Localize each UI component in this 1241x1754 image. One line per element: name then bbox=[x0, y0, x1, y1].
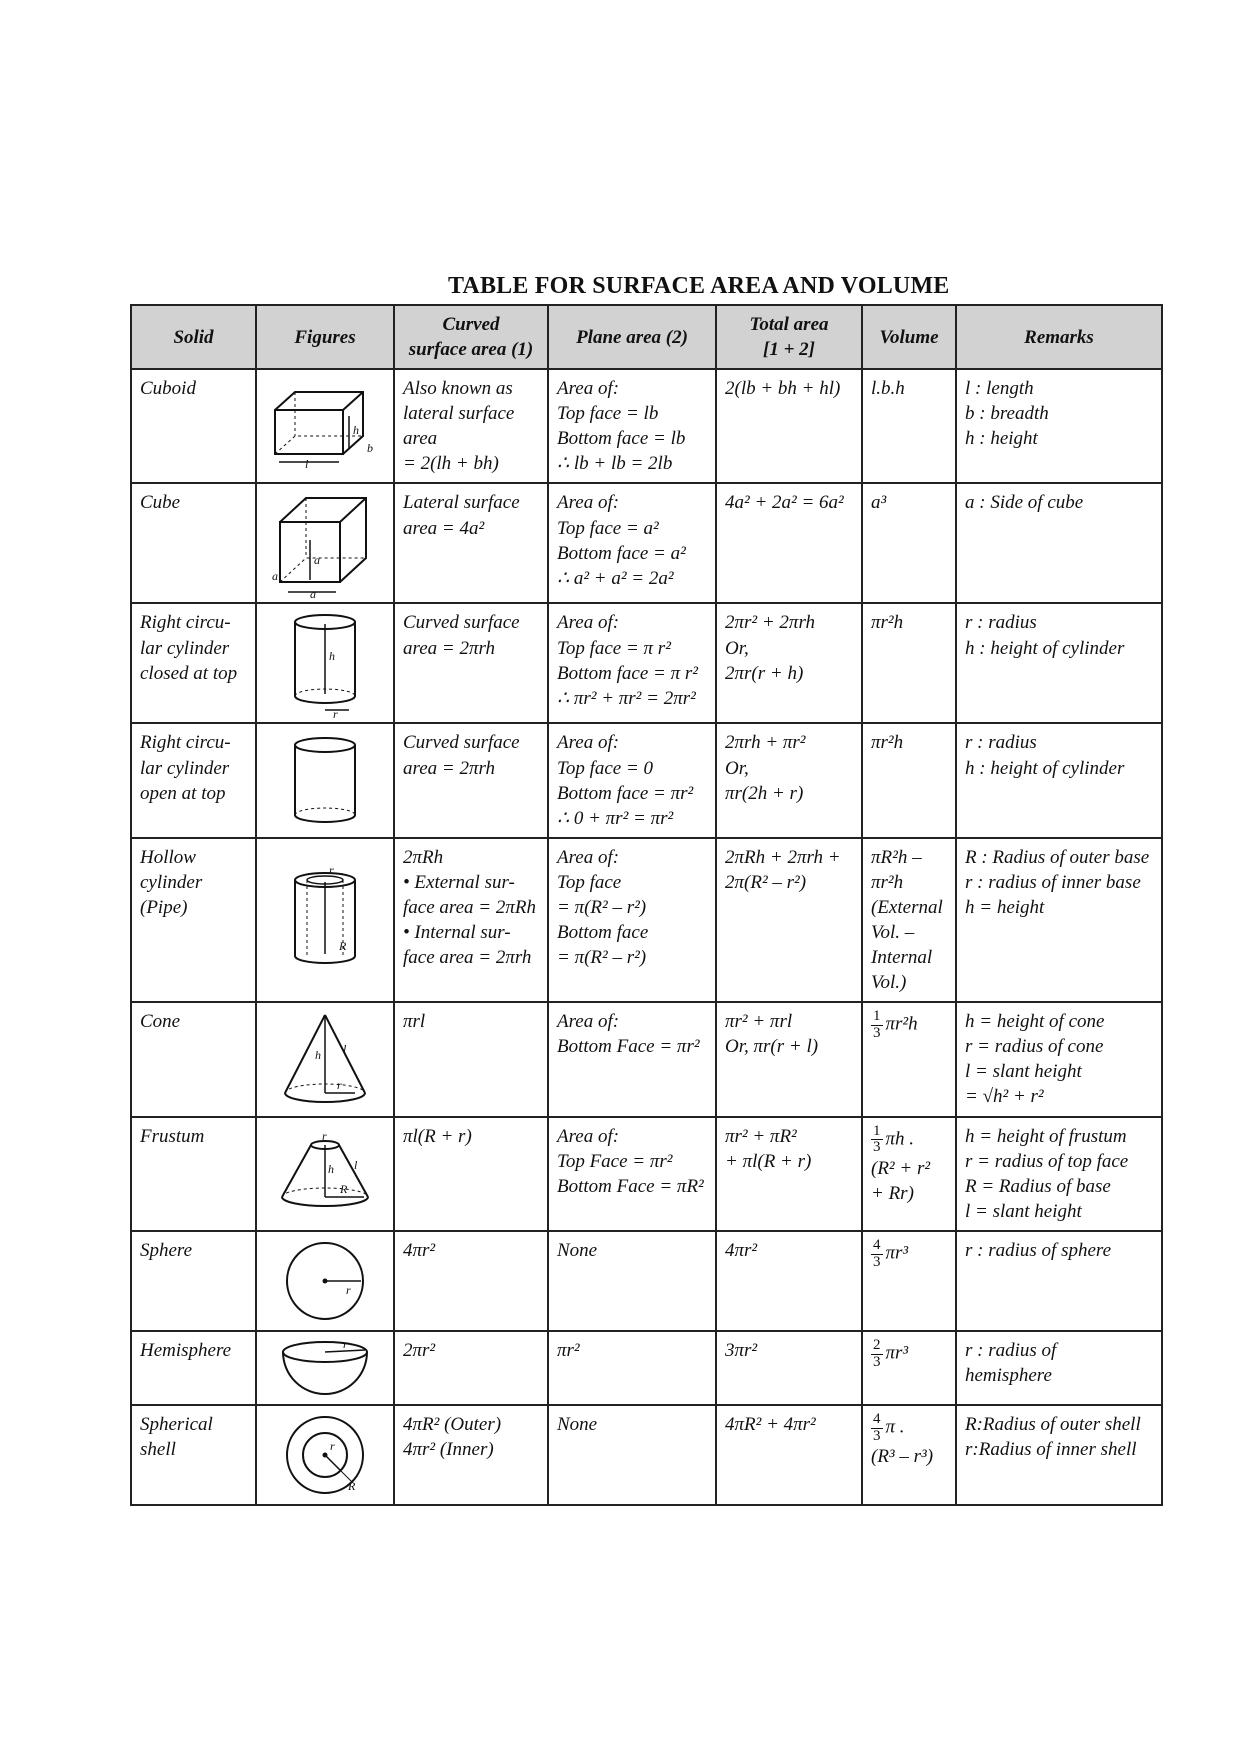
remark-line: r : radius of bbox=[965, 1339, 1057, 1361]
cell-volume bbox=[862, 483, 956, 603]
volume-formula bbox=[871, 1338, 947, 1371]
curved-line: 2πr² bbox=[403, 1339, 436, 1361]
cell-curved bbox=[394, 603, 548, 723]
svg-text:a: a bbox=[272, 569, 278, 584]
curved-line: face area = 2πrh bbox=[403, 947, 532, 969]
remark-line: h = height bbox=[965, 896, 1045, 918]
curved-line: 2πRh bbox=[403, 846, 444, 868]
total-line: 4a² + 2a² = 6a² bbox=[725, 492, 844, 514]
plane-line: None bbox=[557, 1239, 598, 1261]
svg-text:b: b bbox=[367, 441, 373, 456]
hollow-cylinder-figure bbox=[261, 864, 389, 976]
svg-text:h: h bbox=[328, 1161, 334, 1176]
cell-plane bbox=[548, 838, 716, 1002]
volume-fraction bbox=[871, 1338, 883, 1371]
solid-name: cylinder bbox=[140, 871, 203, 893]
svg-text:R: R bbox=[348, 1478, 356, 1493]
remark-line: r:Radius of inner shell bbox=[965, 1438, 1137, 1460]
solid-name: (Pipe) bbox=[140, 896, 188, 918]
plane-line: Bottom face = πr² bbox=[557, 782, 694, 804]
curved-line: • External sur- bbox=[403, 871, 515, 893]
curved-line: 4πr² bbox=[403, 1239, 436, 1261]
solid-name: Cube bbox=[140, 492, 181, 514]
solid-name: open at top bbox=[140, 782, 226, 804]
plane-line: Area of: bbox=[557, 378, 620, 400]
cell-figure bbox=[256, 603, 394, 723]
solid-name: Sphere bbox=[140, 1239, 193, 1261]
cell-solid bbox=[131, 1002, 256, 1116]
cell-solid bbox=[131, 483, 256, 603]
plane-line: Bottom face = π r² bbox=[557, 662, 698, 684]
volume-line: πR²h – bbox=[871, 846, 922, 868]
page-title: TABLE FOR SURFACE AREA AND VOLUME bbox=[448, 273, 950, 299]
cell-total bbox=[716, 1405, 862, 1505]
table-row bbox=[131, 483, 1162, 603]
volume-line: Vol. – bbox=[871, 922, 915, 944]
cell-total bbox=[716, 603, 862, 723]
svg-text:r: r bbox=[330, 1438, 335, 1453]
curved-line: Curved surface bbox=[403, 732, 520, 754]
volume-line: (R³ – r³) bbox=[871, 1446, 934, 1468]
cell-curved bbox=[394, 1002, 548, 1116]
svg-text:R: R bbox=[340, 1181, 348, 1196]
fraction-numerator: 4 bbox=[873, 1410, 881, 1427]
svg-text:l: l bbox=[305, 457, 309, 471]
curved-line: Also known as bbox=[403, 378, 513, 400]
solid-name: Spherical bbox=[140, 1413, 213, 1435]
svg-text:l: l bbox=[343, 1042, 347, 1057]
curved-line: Lateral surface bbox=[403, 492, 520, 514]
volume-formula bbox=[871, 1009, 947, 1042]
solid-name: Right circu- bbox=[140, 732, 231, 754]
plane-line: ∴ 0 + πr² = πr² bbox=[557, 807, 674, 829]
plane-line: Area of: bbox=[557, 732, 620, 754]
cell-remarks bbox=[956, 723, 1162, 837]
table-row bbox=[131, 838, 1162, 1002]
table-row bbox=[131, 1002, 1162, 1116]
total-line: πr(2h + r) bbox=[725, 782, 804, 804]
cell-volume bbox=[862, 1405, 956, 1505]
cell-figure bbox=[256, 1002, 394, 1116]
remark-line: hemisphere bbox=[965, 1364, 1052, 1386]
svg-text:r: r bbox=[333, 707, 338, 719]
cell-total bbox=[716, 723, 862, 837]
cell-figure bbox=[256, 1331, 394, 1405]
remark-line: l = slant height bbox=[965, 1200, 1082, 1222]
volume-line: πr²h bbox=[871, 732, 904, 754]
cell-solid bbox=[131, 603, 256, 723]
plane-line: Bottom face = a² bbox=[557, 542, 686, 564]
cell-plane bbox=[548, 483, 716, 603]
cell-plane bbox=[548, 1002, 716, 1116]
remark-line: r = radius of cone bbox=[965, 1036, 1104, 1058]
fraction-denominator: 3 bbox=[873, 1353, 881, 1370]
cell-solid bbox=[131, 369, 256, 483]
plane-line: Bottom Face = πR² bbox=[557, 1175, 704, 1197]
volume-line: Internal bbox=[871, 947, 933, 969]
plane-line: Area of: bbox=[557, 846, 620, 868]
volume-line: Vol.) bbox=[871, 972, 907, 994]
total-line: Or, πr(r + l) bbox=[725, 1036, 819, 1058]
volume-line: l.b.h bbox=[871, 378, 905, 400]
volume-expression: π . bbox=[885, 1416, 905, 1438]
cell-remarks bbox=[956, 1231, 1162, 1331]
header-figures: Figures bbox=[256, 305, 394, 369]
total-line: + πl(R + r) bbox=[725, 1150, 812, 1172]
volume-expression: πr³ bbox=[885, 1242, 909, 1264]
volume-line: + Rr) bbox=[871, 1183, 914, 1205]
plane-line: = π(R² – r²) bbox=[557, 896, 647, 918]
table-row bbox=[131, 1405, 1162, 1505]
remark-line: h : height of cylinder bbox=[965, 757, 1125, 779]
cell-curved bbox=[394, 483, 548, 603]
remark-line: b : breadth bbox=[965, 403, 1049, 425]
solid-name: shell bbox=[140, 1438, 176, 1460]
svg-text:r: r bbox=[343, 1336, 348, 1351]
header-curved-line: surface area (1) bbox=[408, 339, 534, 361]
plane-line: Bottom Face = πr² bbox=[557, 1036, 700, 1058]
plane-line: Top face = a² bbox=[557, 517, 659, 539]
cell-total bbox=[716, 1331, 862, 1405]
header-solid: Solid bbox=[131, 305, 256, 369]
volume-formula bbox=[871, 1238, 947, 1271]
fraction-numerator: 2 bbox=[873, 1336, 881, 1353]
curved-line: lateral surface bbox=[403, 403, 515, 425]
total-line: πr² + πR² bbox=[725, 1125, 797, 1147]
volume-line: (R² + r² bbox=[871, 1158, 931, 1180]
fraction-denominator: 3 bbox=[873, 1025, 881, 1041]
curved-line: 4πr² (Inner) bbox=[403, 1438, 494, 1460]
cell-figure bbox=[256, 1231, 394, 1331]
header-remarks: Remarks bbox=[956, 305, 1162, 369]
cell-volume bbox=[862, 603, 956, 723]
cell-figure bbox=[256, 483, 394, 603]
svg-text:R: R bbox=[339, 939, 347, 954]
header-curved bbox=[394, 305, 548, 369]
total-line: Or, bbox=[725, 757, 749, 779]
cell-curved bbox=[394, 1231, 548, 1331]
total-line: Or, bbox=[725, 637, 749, 659]
remark-line: h = height of frustum bbox=[965, 1125, 1127, 1147]
total-line: 2πrh + πr² bbox=[725, 732, 806, 754]
cell-curved bbox=[394, 1331, 548, 1405]
cell-solid bbox=[131, 1331, 256, 1405]
cuboid-figure bbox=[261, 382, 389, 470]
volume-expression: πr³ bbox=[885, 1342, 909, 1364]
cell-total bbox=[716, 838, 862, 1002]
plane-line: Top Face = πr² bbox=[557, 1150, 673, 1172]
cell-remarks bbox=[956, 1117, 1162, 1231]
remark-line: R : Radius of outer base bbox=[965, 846, 1150, 868]
cell-plane bbox=[548, 1231, 716, 1331]
remark-line: a : Side of cube bbox=[965, 492, 1084, 514]
header-plane: Plane area (2) bbox=[548, 305, 716, 369]
cell-solid bbox=[131, 838, 256, 1002]
volume-formula bbox=[871, 1412, 947, 1445]
header-volume: Volume bbox=[862, 305, 956, 369]
plane-line: Top face bbox=[557, 871, 622, 893]
total-line: 2(lb + bh + hl) bbox=[725, 378, 841, 400]
cell-volume bbox=[862, 1331, 956, 1405]
curved-line: • Internal sur- bbox=[403, 922, 511, 944]
cell-total bbox=[716, 483, 862, 603]
cell-curved bbox=[394, 838, 548, 1002]
total-line: 4πR² + 4πr² bbox=[725, 1413, 816, 1435]
solid-name: Cuboid bbox=[140, 378, 196, 400]
plane-line: None bbox=[557, 1413, 598, 1435]
cell-curved bbox=[394, 1117, 548, 1231]
closed-cylinder-figure bbox=[261, 608, 389, 718]
plane-line: ∴ a² + a² = 2a² bbox=[557, 567, 674, 589]
cell-volume bbox=[862, 838, 956, 1002]
remark-line: r : radius bbox=[965, 612, 1037, 634]
volume-line: (External bbox=[871, 896, 943, 918]
cell-figure bbox=[256, 723, 394, 837]
cell-solid bbox=[131, 723, 256, 837]
total-line: πr² + πrl bbox=[725, 1011, 793, 1033]
table-row bbox=[131, 723, 1162, 837]
solid-name: lar cylinder bbox=[140, 757, 230, 779]
solid-name: lar cylinder bbox=[140, 637, 230, 659]
remark-line: h = height of cone bbox=[965, 1011, 1105, 1033]
curved-line: area = 2πrh bbox=[403, 637, 496, 659]
cell-total bbox=[716, 369, 862, 483]
fraction-denominator: 3 bbox=[873, 1427, 881, 1444]
remark-line: h : height bbox=[965, 428, 1038, 450]
volume-expression: πh . bbox=[885, 1128, 915, 1150]
surface-area-volume-table bbox=[130, 304, 1163, 1506]
cube-figure bbox=[261, 488, 389, 598]
plane-line: Area of: bbox=[557, 1125, 620, 1147]
solid-name: Cone bbox=[140, 1011, 181, 1033]
total-line: 2πr² + 2πrh bbox=[725, 612, 815, 634]
svg-text:r: r bbox=[329, 864, 334, 878]
fraction-numerator: 1 bbox=[873, 1122, 881, 1139]
curved-line: πrl bbox=[403, 1011, 426, 1033]
cell-plane bbox=[548, 603, 716, 723]
svg-text:r: r bbox=[337, 1078, 342, 1093]
solid-name: Right circu- bbox=[140, 612, 231, 634]
curved-line: area bbox=[403, 428, 438, 450]
cell-remarks bbox=[956, 603, 1162, 723]
svg-text:r: r bbox=[346, 1282, 351, 1297]
cell-plane bbox=[548, 1117, 716, 1231]
cell-solid bbox=[131, 1405, 256, 1505]
table-row bbox=[131, 603, 1162, 723]
solid-name: closed at top bbox=[140, 662, 238, 684]
cell-remarks bbox=[956, 1331, 1162, 1405]
cell-volume bbox=[862, 723, 956, 837]
cell-solid bbox=[131, 1117, 256, 1231]
cell-remarks bbox=[956, 369, 1162, 483]
cell-solid bbox=[131, 1231, 256, 1331]
volume-fraction bbox=[871, 1009, 883, 1042]
cell-curved bbox=[394, 1405, 548, 1505]
hemisphere-figure bbox=[261, 1336, 389, 1400]
volume-line: πr²h bbox=[871, 871, 904, 893]
frustum-figure bbox=[261, 1131, 389, 1217]
volume-fraction bbox=[871, 1412, 883, 1445]
cell-figure bbox=[256, 369, 394, 483]
open-cylinder-figure bbox=[261, 731, 389, 831]
cell-figure bbox=[256, 1117, 394, 1231]
plane-line: Area of: bbox=[557, 612, 620, 634]
curved-line: πl(R + r) bbox=[403, 1125, 472, 1147]
volume-line: πr²h bbox=[871, 612, 904, 634]
curved-line: Curved surface bbox=[403, 612, 520, 634]
solid-name: Hemisphere bbox=[140, 1339, 232, 1361]
total-line: 3πr² bbox=[725, 1339, 758, 1361]
plane-line: ∴ lb + lb = 2lb bbox=[557, 453, 673, 475]
spherical-shell-figure bbox=[261, 1410, 389, 1500]
fraction-numerator: 1 bbox=[873, 1008, 881, 1025]
remark-line: l = slant height bbox=[965, 1061, 1082, 1083]
total-line: 2πRh + 2πrh + bbox=[725, 846, 841, 868]
cell-volume bbox=[862, 369, 956, 483]
remark-line: h : height of cylinder bbox=[965, 637, 1125, 659]
volume-fraction bbox=[871, 1124, 883, 1157]
cell-curved bbox=[394, 369, 548, 483]
header-total bbox=[716, 305, 862, 369]
curved-line: = 2(lh + bh) bbox=[403, 453, 499, 475]
remark-line: r : radius bbox=[965, 732, 1037, 754]
cell-remarks bbox=[956, 1405, 1162, 1505]
plane-line: Bottom face = lb bbox=[557, 428, 686, 450]
fraction-denominator: 3 bbox=[873, 1139, 881, 1156]
volume-line: a³ bbox=[871, 492, 887, 514]
table-row bbox=[131, 1231, 1162, 1331]
cell-curved bbox=[394, 723, 548, 837]
header-total-line: Total area bbox=[749, 314, 829, 335]
cell-volume bbox=[862, 1231, 956, 1331]
remark-line: r : radius of sphere bbox=[965, 1239, 1112, 1261]
table-row bbox=[131, 1331, 1162, 1405]
cell-total bbox=[716, 1002, 862, 1116]
cell-plane bbox=[548, 723, 716, 837]
plane-line: Area of: bbox=[557, 492, 620, 514]
plane-line: Top face = lb bbox=[557, 403, 659, 425]
remark-line: l : length bbox=[965, 378, 1034, 400]
svg-text:h: h bbox=[353, 423, 359, 438]
volume-expression: πr²h bbox=[885, 1013, 918, 1035]
svg-text:r: r bbox=[322, 1130, 327, 1143]
cell-plane bbox=[548, 1331, 716, 1405]
cone-figure bbox=[261, 1009, 389, 1109]
curved-line: area = 4a² bbox=[403, 517, 485, 539]
remark-line: r : radius of inner base bbox=[965, 871, 1141, 893]
remark-line: R:Radius of outer shell bbox=[965, 1413, 1141, 1435]
cell-total bbox=[716, 1231, 862, 1331]
table-row bbox=[131, 369, 1162, 483]
cell-remarks bbox=[956, 483, 1162, 603]
remark-line: = √h² + r² bbox=[965, 1086, 1044, 1108]
sphere-figure bbox=[261, 1236, 389, 1326]
total-line: 2πr(r + h) bbox=[725, 662, 804, 684]
plane-line: ∴ πr² + πr² = 2πr² bbox=[557, 687, 696, 709]
total-line: 4πr² bbox=[725, 1239, 758, 1261]
svg-text:h: h bbox=[329, 649, 335, 664]
svg-text:a: a bbox=[314, 553, 320, 568]
total-line: 2π(R² – r²) bbox=[725, 871, 807, 893]
header-curved-line: Curved bbox=[442, 314, 500, 335]
curved-line: face area = 2πRh bbox=[403, 896, 536, 918]
plane-line: Top face = 0 bbox=[557, 757, 654, 779]
cell-remarks bbox=[956, 838, 1162, 1002]
cell-total bbox=[716, 1117, 862, 1231]
curved-line: area = 2πrh bbox=[403, 757, 496, 779]
solid-name: Hollow bbox=[140, 846, 196, 868]
table-row bbox=[131, 1117, 1162, 1231]
curved-line: 4πR² (Outer) bbox=[403, 1413, 502, 1435]
header-row bbox=[131, 305, 1162, 369]
plane-line: Area of: bbox=[557, 1011, 620, 1033]
svg-text:l: l bbox=[354, 1157, 358, 1172]
volume-formula bbox=[871, 1124, 947, 1157]
cell-plane bbox=[548, 1405, 716, 1505]
cell-figure bbox=[256, 838, 394, 1002]
svg-text:a: a bbox=[310, 587, 316, 599]
remark-line: R = Radius of base bbox=[965, 1175, 1111, 1197]
plane-line: = π(R² – r²) bbox=[557, 947, 647, 969]
plane-line: Top face = π r² bbox=[557, 637, 671, 659]
svg-text:h: h bbox=[315, 1048, 321, 1063]
solid-name: Frustum bbox=[140, 1125, 205, 1147]
cell-volume bbox=[862, 1002, 956, 1116]
cell-volume bbox=[862, 1117, 956, 1231]
header-total-line: [1 + 2] bbox=[763, 339, 815, 361]
plane-line: Bottom face bbox=[557, 922, 649, 944]
cell-plane bbox=[548, 369, 716, 483]
volume-fraction bbox=[871, 1238, 883, 1271]
fraction-denominator: 3 bbox=[873, 1253, 881, 1270]
cell-figure bbox=[256, 1405, 394, 1505]
plane-line: πr² bbox=[557, 1339, 580, 1361]
remark-line: r = radius of top face bbox=[965, 1150, 1129, 1172]
fraction-numerator: 4 bbox=[873, 1236, 881, 1253]
cell-remarks bbox=[956, 1002, 1162, 1116]
table-body bbox=[131, 369, 1162, 1505]
